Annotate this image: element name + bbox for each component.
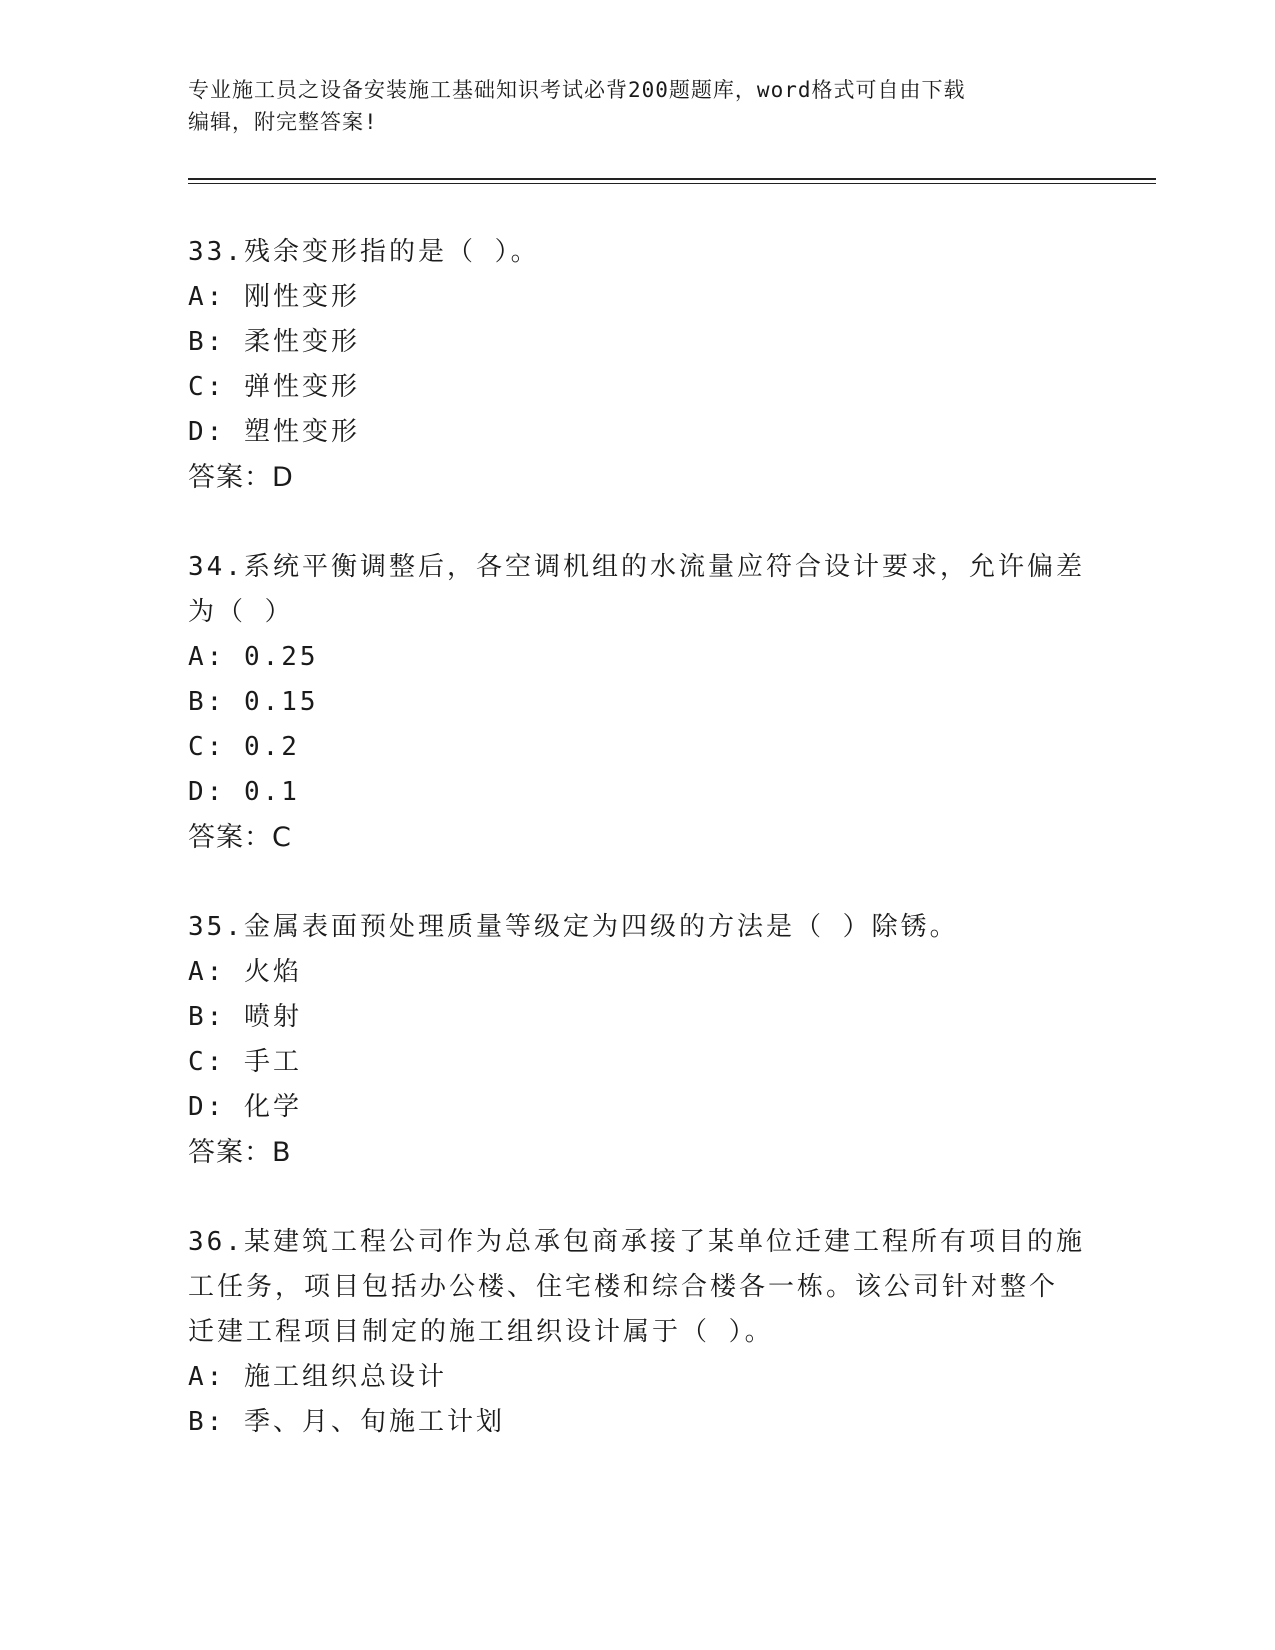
option-b: B: 0.15 <box>188 687 319 717</box>
header-line-1: 专业施工员之设备安装施工基础知识考试必背200题题库，word格式可自由下载 <box>188 78 966 102</box>
option-c: C: 弹性变形 <box>188 372 360 402</box>
question-stem: 34.系统平衡调整后，各空调机组的水流量应符合设计要求，允许偏差 <box>188 552 1085 582</box>
question-35 <box>188 905 1088 1175</box>
option-d: D: 化学 <box>188 1092 302 1122</box>
answer-label: 答案：C <box>188 822 292 853</box>
option-a: A: 0.25 <box>188 642 319 672</box>
option-b: B: 喷射 <box>188 1002 302 1032</box>
header-divider-top <box>188 178 1156 180</box>
answer-label: 答案：D <box>188 462 294 493</box>
question-stem-continued: 迁建工程项目制定的施工组织设计属于（ ）。 <box>188 1317 774 1347</box>
question-34 <box>188 545 1088 860</box>
option-c: C: 0.2 <box>188 732 300 762</box>
option-c: C: 手工 <box>188 1047 302 1077</box>
document-header <box>188 74 1088 138</box>
option-d: D: 塑性变形 <box>188 417 360 447</box>
question-36 <box>188 1220 1088 1445</box>
question-stem-continued: 工任务，项目包括办公楼、住宅楼和综合楼各一栋。该公司针对整个 <box>188 1272 1059 1302</box>
answer-label: 答案：B <box>188 1137 292 1168</box>
option-b: B: 季、月、旬施工计划 <box>188 1407 505 1437</box>
question-stem: 35.金属表面预处理质量等级定为四级的方法是（ ）除锈。 <box>188 912 959 942</box>
header-divider-bottom <box>188 183 1156 184</box>
option-a: A: 火焰 <box>188 957 302 987</box>
option-d: D: 0.1 <box>188 777 300 807</box>
option-a: A: 刚性变形 <box>188 282 360 312</box>
option-b: B: 柔性变形 <box>188 327 360 357</box>
header-line-2: 编辑，附完整答案! <box>188 110 378 134</box>
question-stem-continued: 为（ ） <box>188 597 294 627</box>
question-33 <box>188 230 1088 500</box>
option-a: A: 施工组织总设计 <box>188 1362 447 1392</box>
question-stem: 36.某建筑工程公司作为总承包商承接了某单位迁建工程所有项目的施 <box>188 1227 1085 1257</box>
question-stem: 33.残余变形指的是（ ）。 <box>188 237 540 267</box>
